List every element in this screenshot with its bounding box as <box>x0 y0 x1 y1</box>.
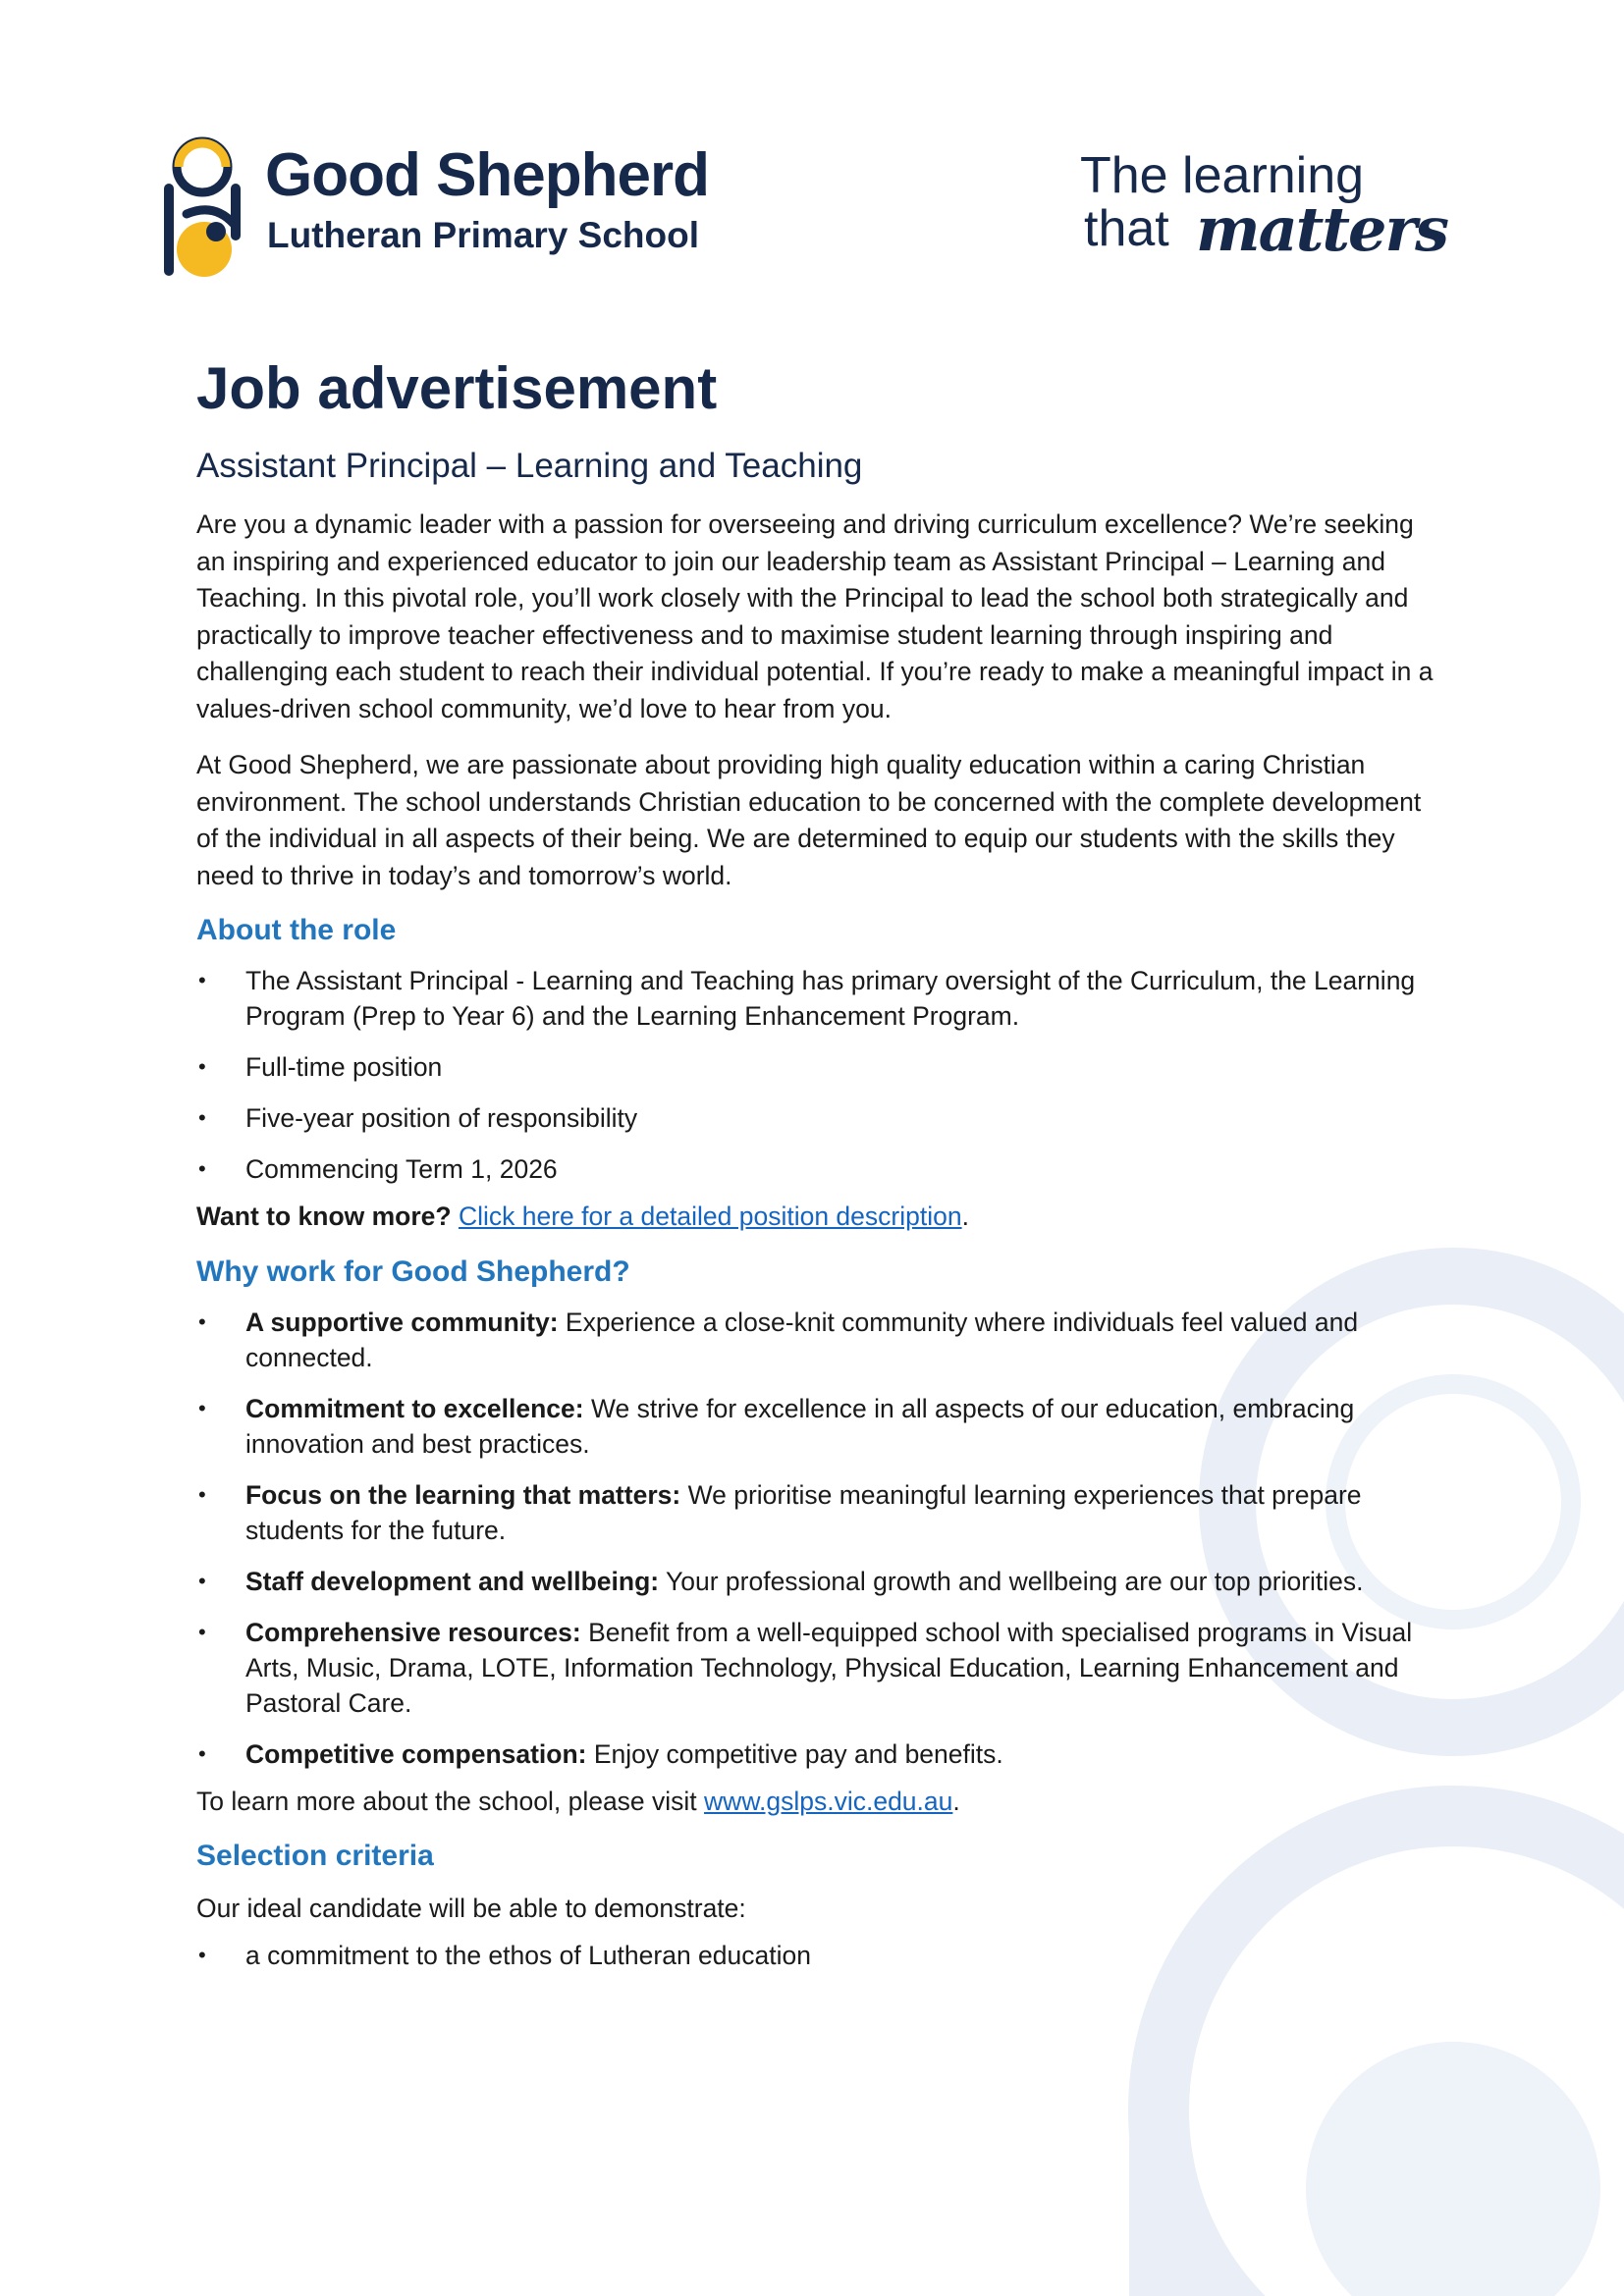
selection-list <box>196 1938 1443 1973</box>
position-description-link[interactable]: Click here for a detailed position description <box>458 1201 962 1231</box>
visit-line: To learn more about the school, please visit www.gslps.vic.edu.au. <box>196 1786 960 1816</box>
bullet-icon: • <box>198 968 206 992</box>
school-logo <box>155 133 784 281</box>
list-item: • A supportive community: Experience a close-knit community where individuals feel valued and connected. <box>196 1305 1443 1375</box>
why-heading: Why work for Good Shepherd? <box>196 1255 630 1288</box>
list-item: • Commitment to excellence: We strive for excellence in all aspects of our education, embracing innovation and best practices. <box>196 1391 1443 1462</box>
position-title: Assistant Principal – Learning and Teaching <box>196 447 863 485</box>
document-body <box>196 349 1443 1973</box>
bullet-icon: • <box>198 1308 206 1334</box>
why-list <box>196 1305 1443 1772</box>
school-paragraph: At Good Shepherd, we are passionate about providing high quality education within a caring Christian environment. The school understands Christian education to be concerned with the complete development of the individual in all aspects of their being. We are determined to equip our students with the skills they need to thrive in today’s and tomorrow’s world. <box>196 750 1422 890</box>
list-item: • Comprehensive resources: Benefit from a well-equipped school with specialised programs in Visual Arts, Music, Drama, LOTE, Information Technology, Physical Education, Learning Enhancement and Pastoral Care. <box>196 1615 1443 1721</box>
bullet-icon: • <box>198 1054 206 1079</box>
shepherd-logo-icon <box>155 133 249 281</box>
tagline-line2-script: matters <box>1196 193 1448 265</box>
list-item: • The Assistant Principal - Learning and Teaching has primary oversight of the Curriculum, the Learning Program (Prep to Year 6) and the Learning Enhancement Program. <box>196 963 1443 1034</box>
list-item: • Competitive compensation: Enjoy competitive pay and benefits. <box>196 1736 1443 1772</box>
tagline <box>1080 147 1492 275</box>
bullet-icon: • <box>198 1942 206 1967</box>
tagline-line1: The learning <box>1080 147 1365 204</box>
page-title: Job advertisement <box>196 355 718 421</box>
about-heading: About the role <box>196 914 397 946</box>
about-list <box>196 963 1443 1187</box>
more-info-line: Want to know more? Click here for a detailed position description. <box>196 1201 969 1231</box>
list-item: • Full-time position <box>196 1049 1443 1085</box>
list-item: • Staff development and wellbeing: Your professional growth and wellbeing are our top priorities. <box>196 1564 1443 1599</box>
school-website-link[interactable]: www.gslps.vic.edu.au <box>704 1786 953 1816</box>
bullet-icon: • <box>198 1105 206 1130</box>
school-name: Good Shepherd <box>265 141 709 209</box>
bullet-icon: • <box>198 1395 206 1420</box>
more-info-label: Want to know more? <box>196 1201 452 1231</box>
intro-paragraph: Are you a dynamic leader with a passion for overseeing and driving curriculum excellence? We’re seeking an inspiring and experienced educator to join our leadership team as Assistant Principal – Learning and Teaching. In this pivotal role, you’ll work closely with the Principal to lead the school both strategically and practically to improve teacher effectiveness and to maximise student learning through inspiring and challenging each student to reach their individual potential. If you’re ready to make a meaningful impact in a values-driven school community, we’d love to hear from you. <box>196 509 1434 723</box>
bullet-icon: • <box>198 1740 206 1766</box>
school-subname: Lutheran Primary School <box>267 215 699 255</box>
list-item: • a commitment to the ethos of Lutheran education <box>196 1938 1443 1973</box>
selection-intro: Our ideal candidate will be able to demonstrate: <box>196 1894 746 1923</box>
bullet-icon: • <box>198 1156 206 1181</box>
bullet-icon: • <box>198 1568 206 1593</box>
bullet-icon: • <box>198 1619 206 1644</box>
tagline-line2-plain: that <box>1084 200 1169 257</box>
selection-heading: Selection criteria <box>196 1840 434 1872</box>
list-item: • Five-year position of responsibility <box>196 1100 1443 1136</box>
bullet-icon: • <box>198 1481 206 1507</box>
list-item: • Commencing Term 1, 2026 <box>196 1151 1443 1187</box>
list-item: • Focus on the learning that matters: We prioritise meaningful learning experiences that prepare students for the future. <box>196 1477 1443 1548</box>
